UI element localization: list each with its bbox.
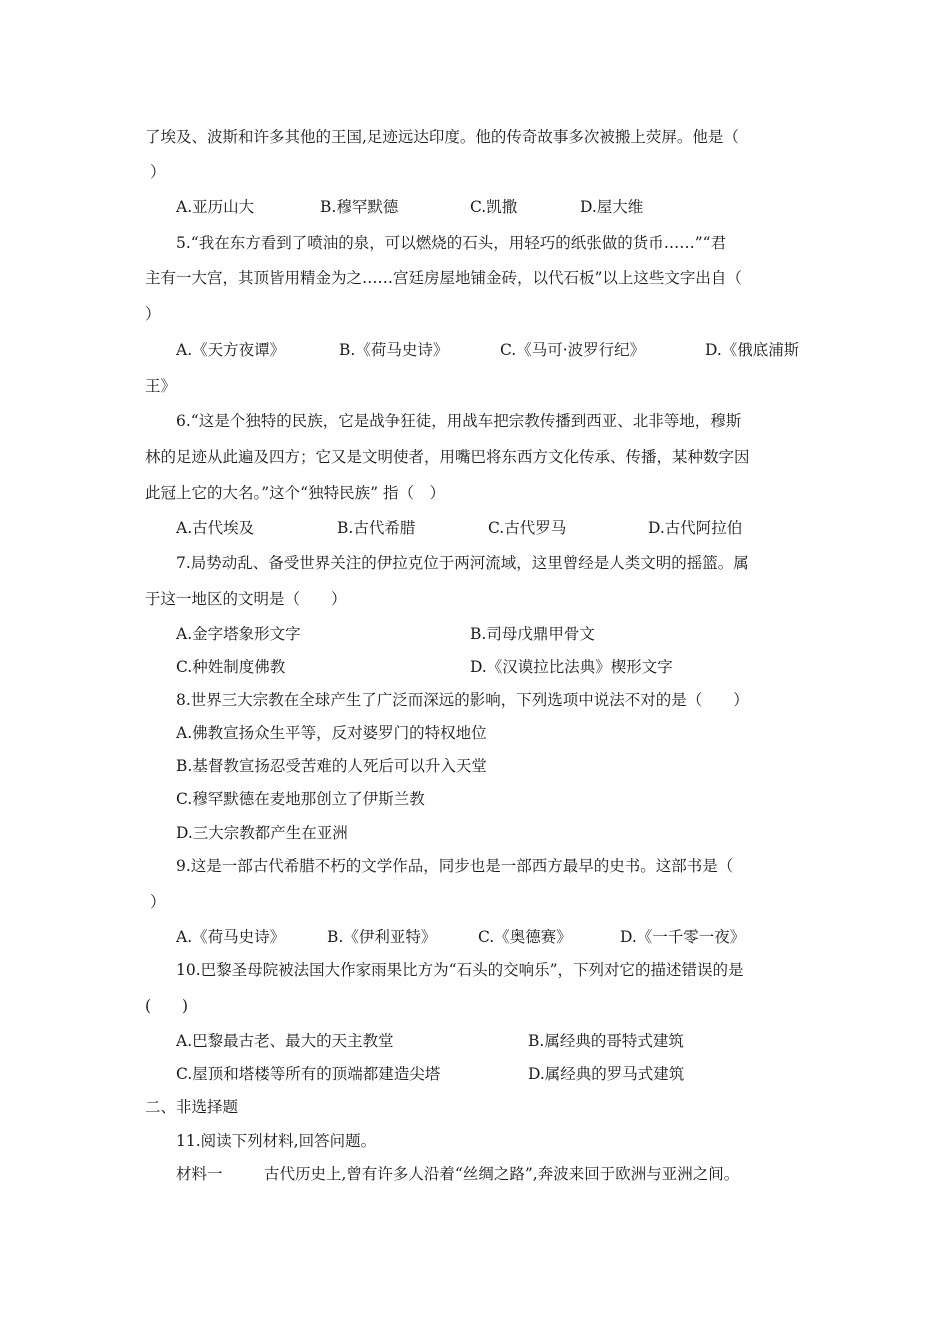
q6-option-a: A.古代埃及: [176, 519, 255, 537]
q6-option-d: D.古代阿拉伯: [648, 519, 743, 537]
q6-option-b: B.古代希腊: [337, 519, 416, 537]
q4-option-b: B.穆罕默德: [320, 198, 399, 216]
q4-answer-paren: ）: [150, 163, 166, 181]
q6-stem-line-3: 此冠上它的大名。”这个“独特民族” 指（ ）: [145, 484, 445, 502]
q9-option-d: D.《一千零一夜》: [620, 928, 746, 946]
q8-option-a: A.佛教宣扬众生平等，反对婆罗门的特权地位: [176, 724, 487, 742]
q10-option-b: B.属经典的哥特式建筑: [528, 1032, 684, 1050]
q7-stem-line-2: 于这一地区的文明是（ ）: [145, 590, 347, 608]
q8-stem: 8.世界三大宗教在全球产生了广泛而深远的影响，下列选项中说法不对的是（ ）: [176, 691, 749, 709]
q11-material-text: 古代历史上,曾有许多人沿着“丝绸之路”,奔波来回于欧洲与亚洲之间。: [264, 1165, 740, 1183]
q8-option-b: B.基督教宣扬忍受苦难的人死后可以升入天堂: [176, 757, 487, 775]
q7-option-b: B.司母戊鼎甲骨文: [470, 625, 595, 643]
q9-option-a: A.《荷马史诗》: [176, 928, 286, 946]
q8-option-c: C.穆罕默德在麦地那创立了伊斯兰教: [176, 790, 425, 808]
q8-option-d: D.三大宗教都产生在亚洲: [176, 824, 348, 842]
q5-option-a: A.《天方夜谭》: [176, 341, 286, 359]
q5-option-b: B.《荷马史诗》: [339, 341, 449, 359]
q6-option-c: C.古代罗马: [488, 519, 567, 537]
q5-stem-line-1: 5.“我在东方看到了喷油的泉，可以燃烧的石头，用轻巧的纸张做的货币……”“君: [176, 234, 727, 252]
q10-answer-paren: ( ): [145, 997, 189, 1015]
q6-stem-line-1: 6.“这是个独特的民族，它是战争狂徒，用战车把宗教传播到西亚、北非等地，穆斯: [176, 412, 742, 430]
q5-option-d: D.《俄底浦斯: [705, 341, 800, 359]
q10-option-a: A.巴黎最古老、最大的天主教堂: [176, 1032, 394, 1050]
q9-option-b: B.《伊利亚特》: [327, 928, 437, 946]
q4-option-d: D.屋大维: [580, 198, 644, 216]
q5-stem-line-2: 主有一大宫，其顶皆用精金为之……宫廷房屋地铺金砖，以代石板”以上这些文字出自（: [145, 269, 742, 287]
q7-stem-line-1: 7.局势动乱、备受世界关注的伊拉克位于两河流域，这里曾经是人类文明的摇篮。属: [176, 554, 749, 572]
q7-option-d: D.《汉谟拉比法典》楔形文字: [470, 658, 673, 676]
q10-stem: 10.巴黎圣母院被法国大作家雨果比方为“石头的交响乐”，下列对它的描述错误的是: [176, 961, 744, 979]
q4-option-a: A.亚历山大: [176, 198, 255, 216]
q5-answer-paren: ）: [145, 305, 161, 323]
q11-stem: 11.阅读下列材料,回答问题。: [176, 1132, 377, 1150]
q11-material-label: 材料一: [176, 1165, 223, 1183]
q9-option-c: C.《奥德赛》: [478, 928, 572, 946]
q5-option-d-continuation: 王》: [145, 377, 177, 395]
q6-stem-line-2: 林的足迹从此遍及四方；它又是文明使者，用嘴巴将东西方文化传承、传播，某种数字因: [145, 448, 750, 466]
q7-option-a: A.金字塔象形文字: [176, 625, 301, 643]
q5-option-c: C.《马可·波罗行纪》: [500, 341, 646, 359]
q7-option-c: C.种姓制度佛教: [176, 658, 286, 676]
q9-answer-paren: ）: [150, 893, 166, 911]
q10-option-c: C.屋顶和塔楼等所有的顶端都建造尖塔: [176, 1065, 441, 1083]
q9-stem: 9.这是一部古代希腊不朽的文学作品，同步也是一部西方最早的史书。这部书是（: [176, 857, 734, 875]
q4-stem-continuation: 了埃及、波斯和许多其他的王国,足迹远达印度。他的传奇故事多次被搬上荧屏。他是（: [145, 128, 739, 146]
q4-option-c: C.凯撒: [470, 198, 518, 216]
section-heading-non-choice: 二、非选择题: [145, 1098, 239, 1116]
q10-option-d: D.属经典的罗马式建筑: [528, 1065, 685, 1083]
